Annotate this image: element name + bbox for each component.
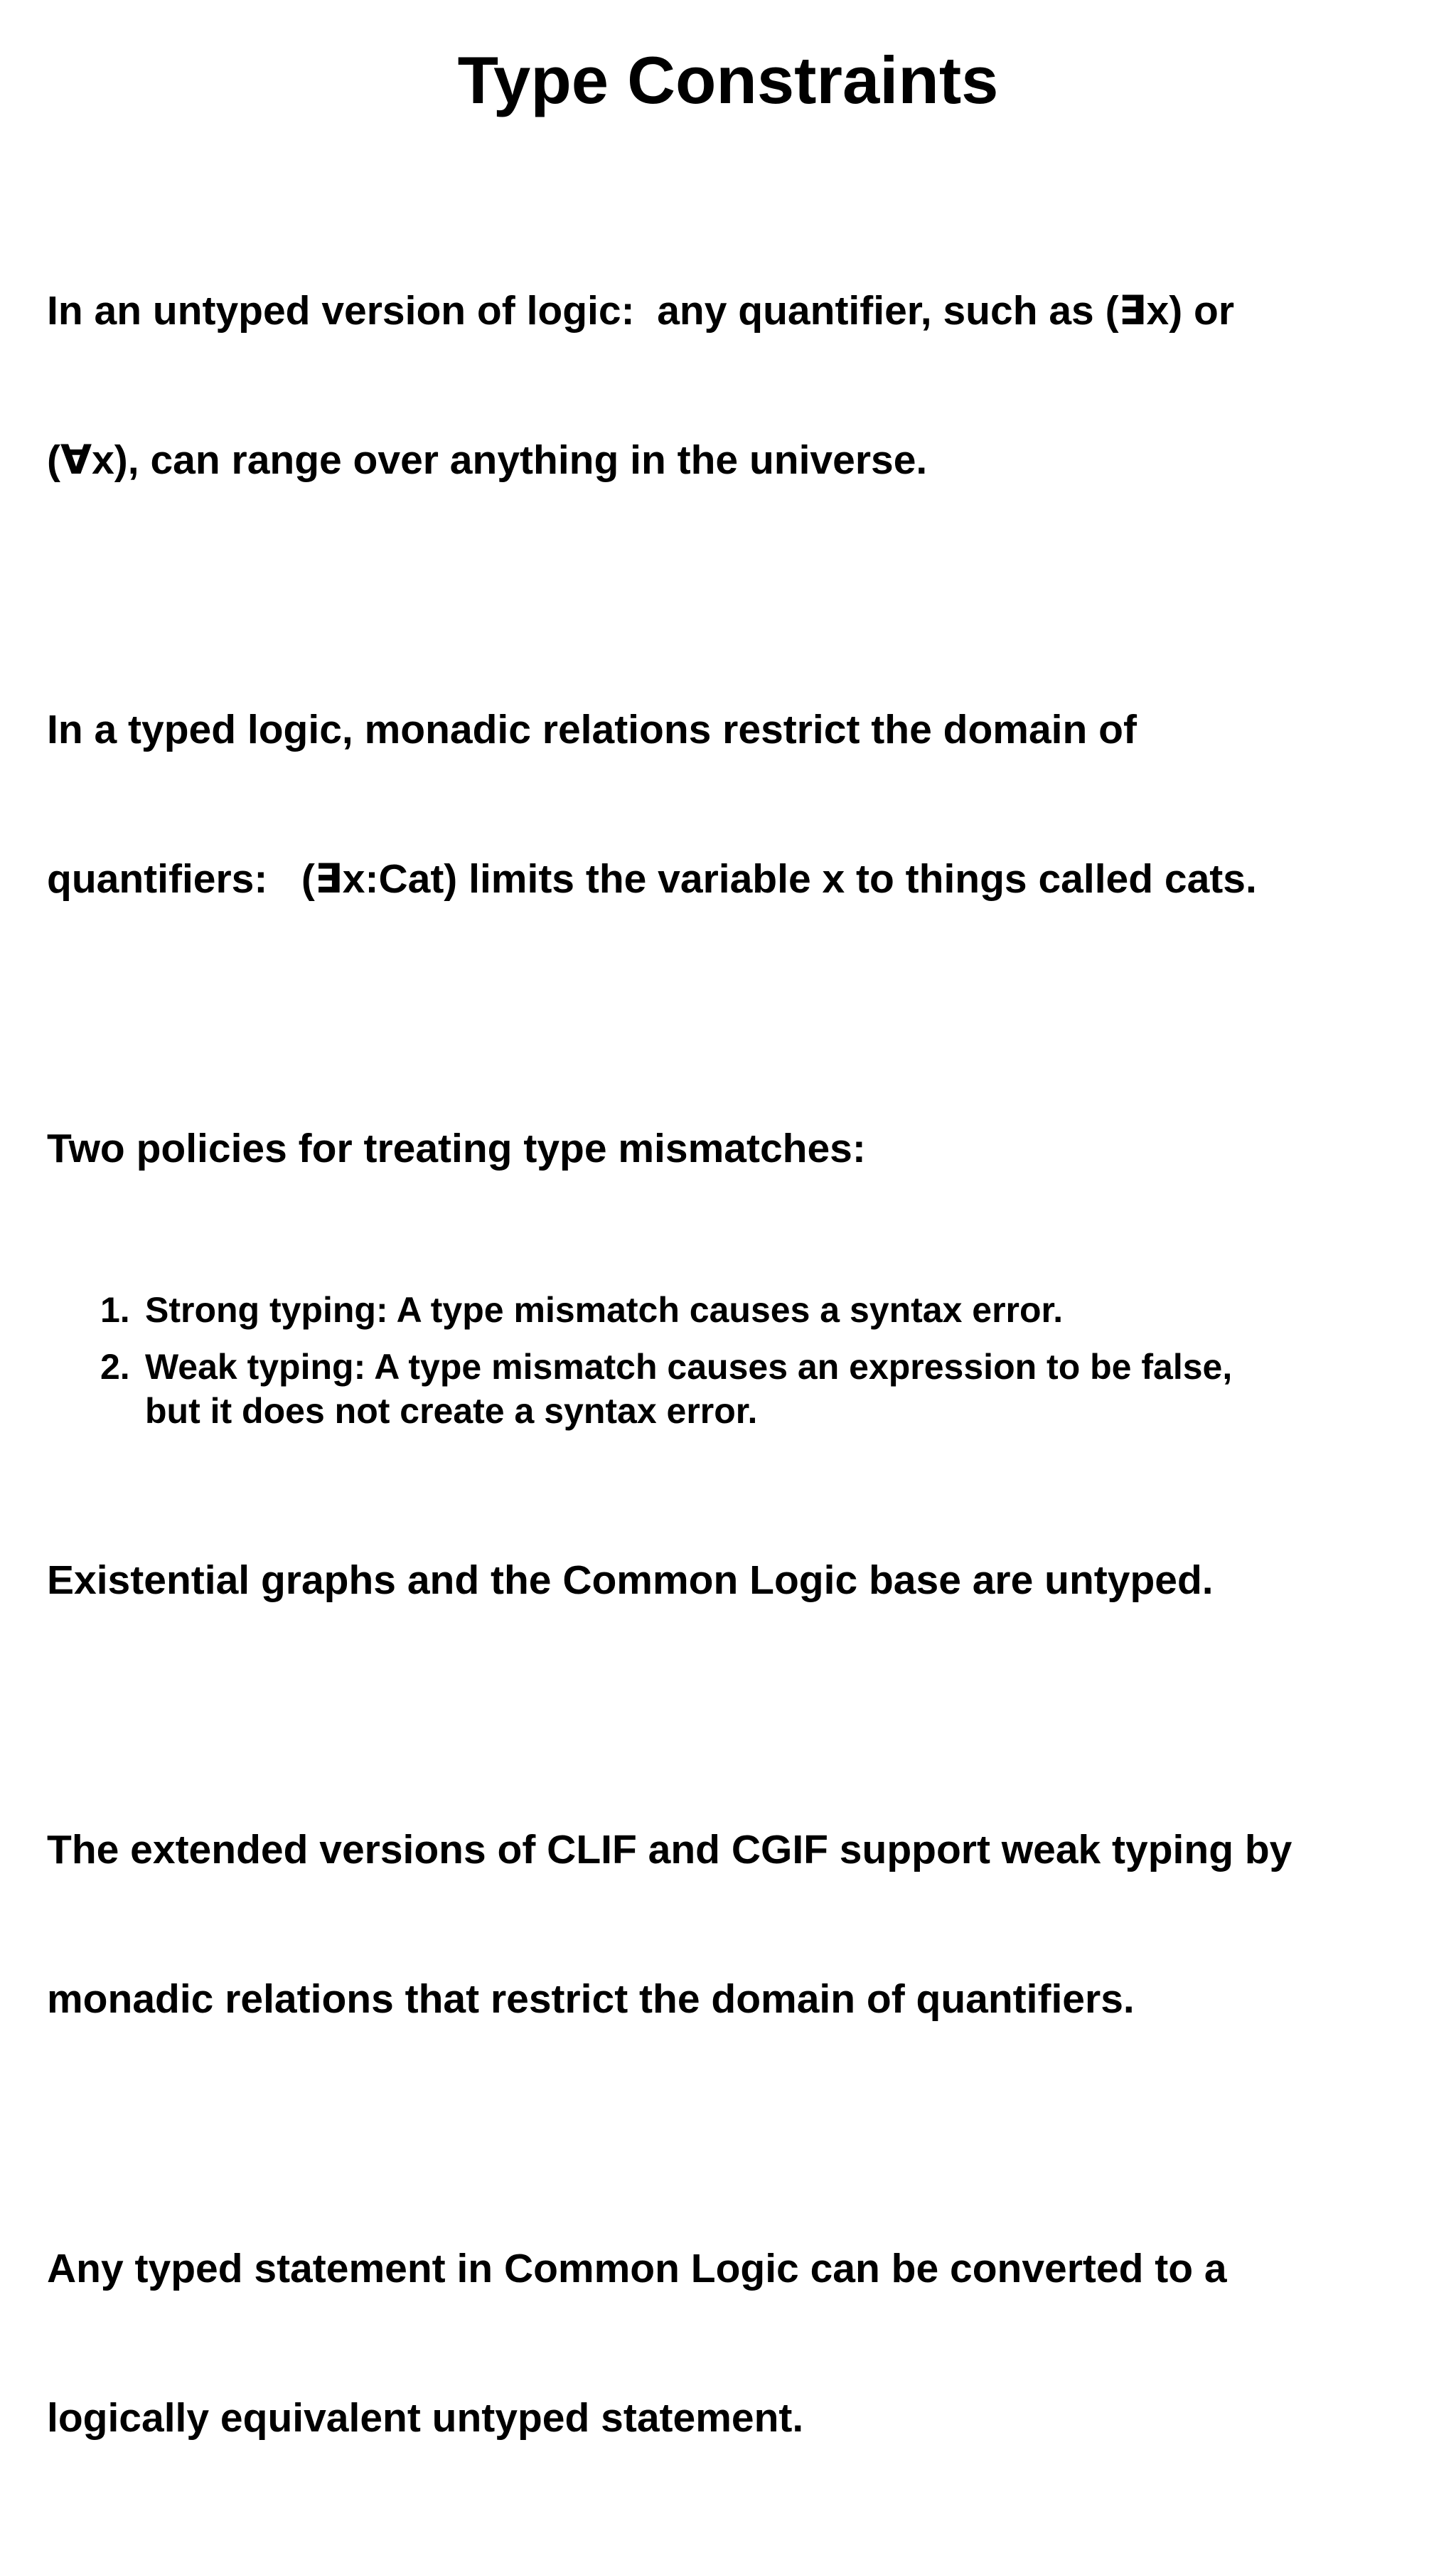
text-line: logically equivalent untyped statement. [47,2395,804,2441]
slide-body [47,186,1433,2563]
text-line: Two policies for treating type mismatches: [47,1126,866,1171]
text-line: Weak typing: A type mismatch causes an expression to be false, [145,1347,1233,1387]
list-item-weak-typing [47,1345,1433,1433]
list-item-strong-typing [47,1288,1433,1332]
text-line: Any typed statement in Common Logic can be converted to a [47,2246,1227,2291]
text-line: (∀x), can range over anything in the universe. [47,437,928,483]
policy-list [47,1288,1433,1433]
text-line: monadic relations that restrict the domain of quantifiers. [47,1976,1135,2022]
text-line: The extended versions of CLIF and CGIF support weak typing by [47,1827,1292,1872]
text-line: Existential graphs and the Common Logic base are untyped. [47,1557,1214,1603]
paragraph-two-policies [47,1024,1433,1273]
paragraph-untyped-logic [47,186,1433,585]
list-number: 1. [100,1290,130,1330]
text-line: Strong typing: A type mismatch causes a syntax error. [145,1290,1064,1330]
text-line: In a typed logic, monadic relations restrict the domain of [47,707,1137,752]
paragraph-clif-cgif [47,1725,1433,2124]
text-line: but it does not create a syntax error. [145,1391,758,1431]
paragraph-typed-logic [47,605,1433,1003]
text-line: In an untyped version of logic: any quantifier, such as (∃x) or [47,288,1235,334]
paragraph-conversion [47,2144,1433,2542]
slide-title: Type Constraints [457,43,999,117]
paragraph-existential-graphs [47,1456,1433,1705]
list-number: 2. [100,1347,130,1387]
text-line: quantifiers: (∃x:Cat) limits the variable x to things called cats. [47,856,1257,902]
